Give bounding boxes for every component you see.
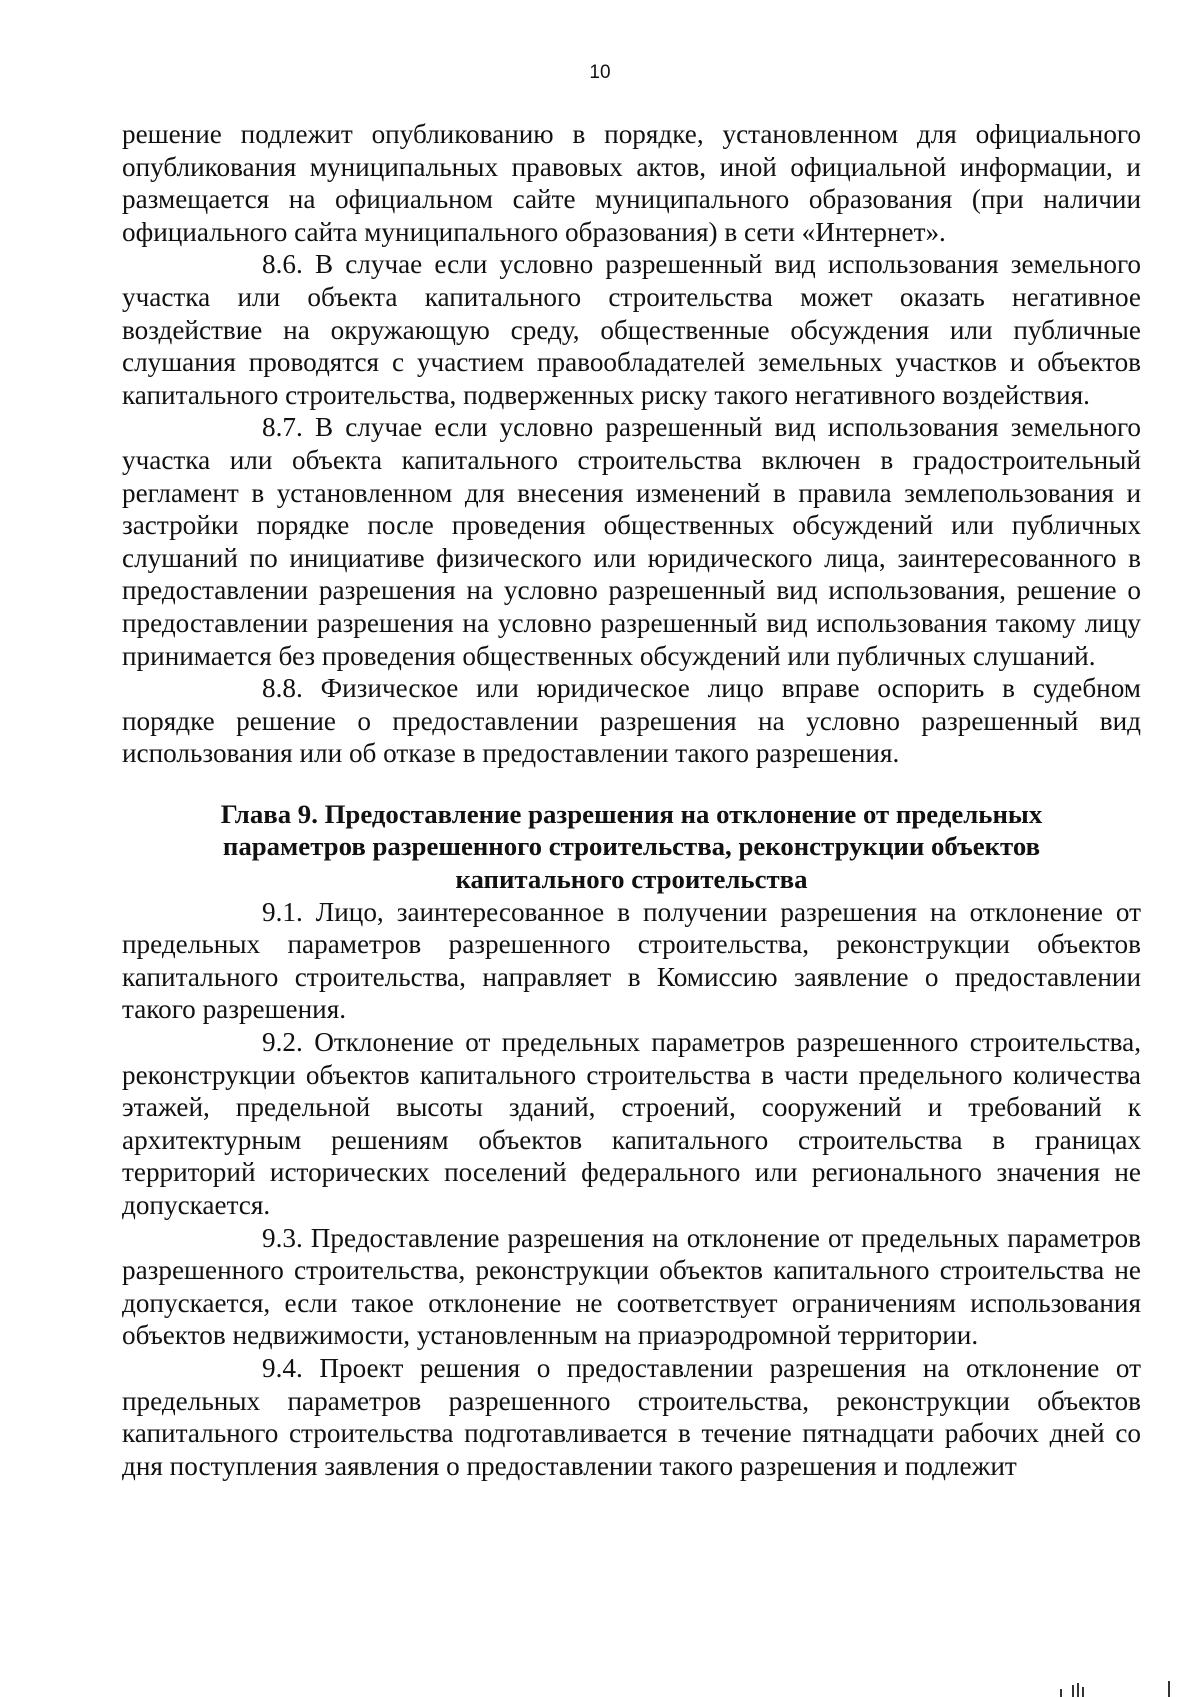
paragraph-9-1 (122, 896, 1141, 1026)
chapter-9-heading-line-3: капитального строительства (455, 864, 808, 895)
scan-mark (1060, 1689, 1062, 1697)
paragraph-9-4-text: Проект решения о предоставлении разрешения на отклонение от предельных параметров разрешенного строительства, реконструкции объектов капитального строительства подготавливается в течение пятнадцати рабочих дней со дня поступления заявления о предоставлении такого разрешения и подлежит (122, 1352, 1141, 1481)
chapter-9-heading (122, 798, 1141, 896)
paragraph-8-6-text: В случае если условно разрешенный вид использования земельного участка или объекта капитального строительства может оказать негативное воздействие на окружающую среду, общественные обсуждения или публичные слушания проводятся с участием правообладателей земельных участков и объектов капитального строительства, подверженных риску такого негативного воздействия. (122, 249, 1142, 410)
paragraph-8-8 (122, 672, 1141, 770)
paragraph-9-3-text: Предоставление разрешения на отклонение от предельных параметров разрешенного строительства, реконструкции объектов капитального строительства не допускается, если такое отклонение не соответствует ограничениям использования объектов недвижимости, установленным на приаэродромной территории. (122, 1222, 1141, 1351)
scan-edge-marks (1050, 1679, 1180, 1697)
paragraph-8-8-number: 8.8. (262, 673, 303, 704)
paragraph-9-2 (122, 1026, 1141, 1222)
paragraph-8-6 (122, 248, 1141, 411)
document-body (122, 118, 1141, 1482)
paragraph-9-2-number: 9.2. (262, 1027, 303, 1058)
chapter-9-heading-line-1: Глава 9. Предоставление разрешения на отклонение от предельных (220, 798, 1043, 829)
paragraph-continuation: решение подлежит опубликованию в порядке, установленном для официального опубликования муниципальных правовых актов, иной официальной информации, и размещается на официальном сайте муниципального образования (при наличии официального сайта муниципального образования) в сети «Интернет». (122, 119, 1141, 247)
paragraph-9-1-number: 9.1. (262, 896, 303, 927)
paragraph-8-7-text: В случае если условно разрешенный вид использования земельного участка или объекта капитального строительства включен в градостроительный регламент в установленном для внесения изменений в правила землепользования и застройки порядке после проведения общественных обсуждений или публичных слушаний по инициативе физического или юридического лица, заинтересованного в предоставлении разрешения на условно разрешенный вид использования, решение о предоставлении разрешения на условно разрешенный вид использования такому лицу принимается без проведения общественных обсуждений или публичных слушаний. (122, 412, 1142, 671)
scan-mark (1168, 1681, 1170, 1697)
paragraph-9-2-text: Отклонение от предельных параметров разрешенного строительства, реконструкции объектов капитального строительства в части предельного количества этажей, предельной высоты зданий, строений, сооружений и требований к архитектурным решениям объектов капитального строительства в границах территорий исторических поселений федерального или регионального значения не допускается. (122, 1027, 1142, 1220)
chapter-9-heading-line-2: параметров разрешенного строительства, реконструкции объектов (222, 831, 1041, 862)
paragraph-9-4-number: 9.4. (262, 1352, 303, 1383)
scan-mark (1082, 1687, 1084, 1697)
paragraph-8-7 (122, 411, 1141, 672)
scan-mark (1077, 1683, 1079, 1697)
paragraph-8-8-text: Физическое или юридическое лицо вправе оспорить в судебном порядке решение о предоставлении разрешения на условно разрешенный вид использования или об отказе в предоставлении такого разрешения. (122, 673, 1141, 769)
paragraph-9-4 (122, 1352, 1141, 1482)
paragraph-8-6-number: 8.6. (262, 249, 303, 280)
paragraph-9-3 (122, 1222, 1141, 1352)
paragraph-9-1-text: Лицо, заинтересованное в получении разрешения на отклонение от предельных параметров разрешенного строительства, реконструкции объектов капитального строительства, направляет в Комиссию заявление о предоставлении такого разрешения. (122, 896, 1142, 1025)
page-number: 10 (589, 62, 611, 83)
paragraph-8-7-number: 8.7. (262, 412, 303, 443)
scan-mark (1072, 1685, 1074, 1697)
paragraph-9-3-number: 9.3. (262, 1222, 303, 1253)
